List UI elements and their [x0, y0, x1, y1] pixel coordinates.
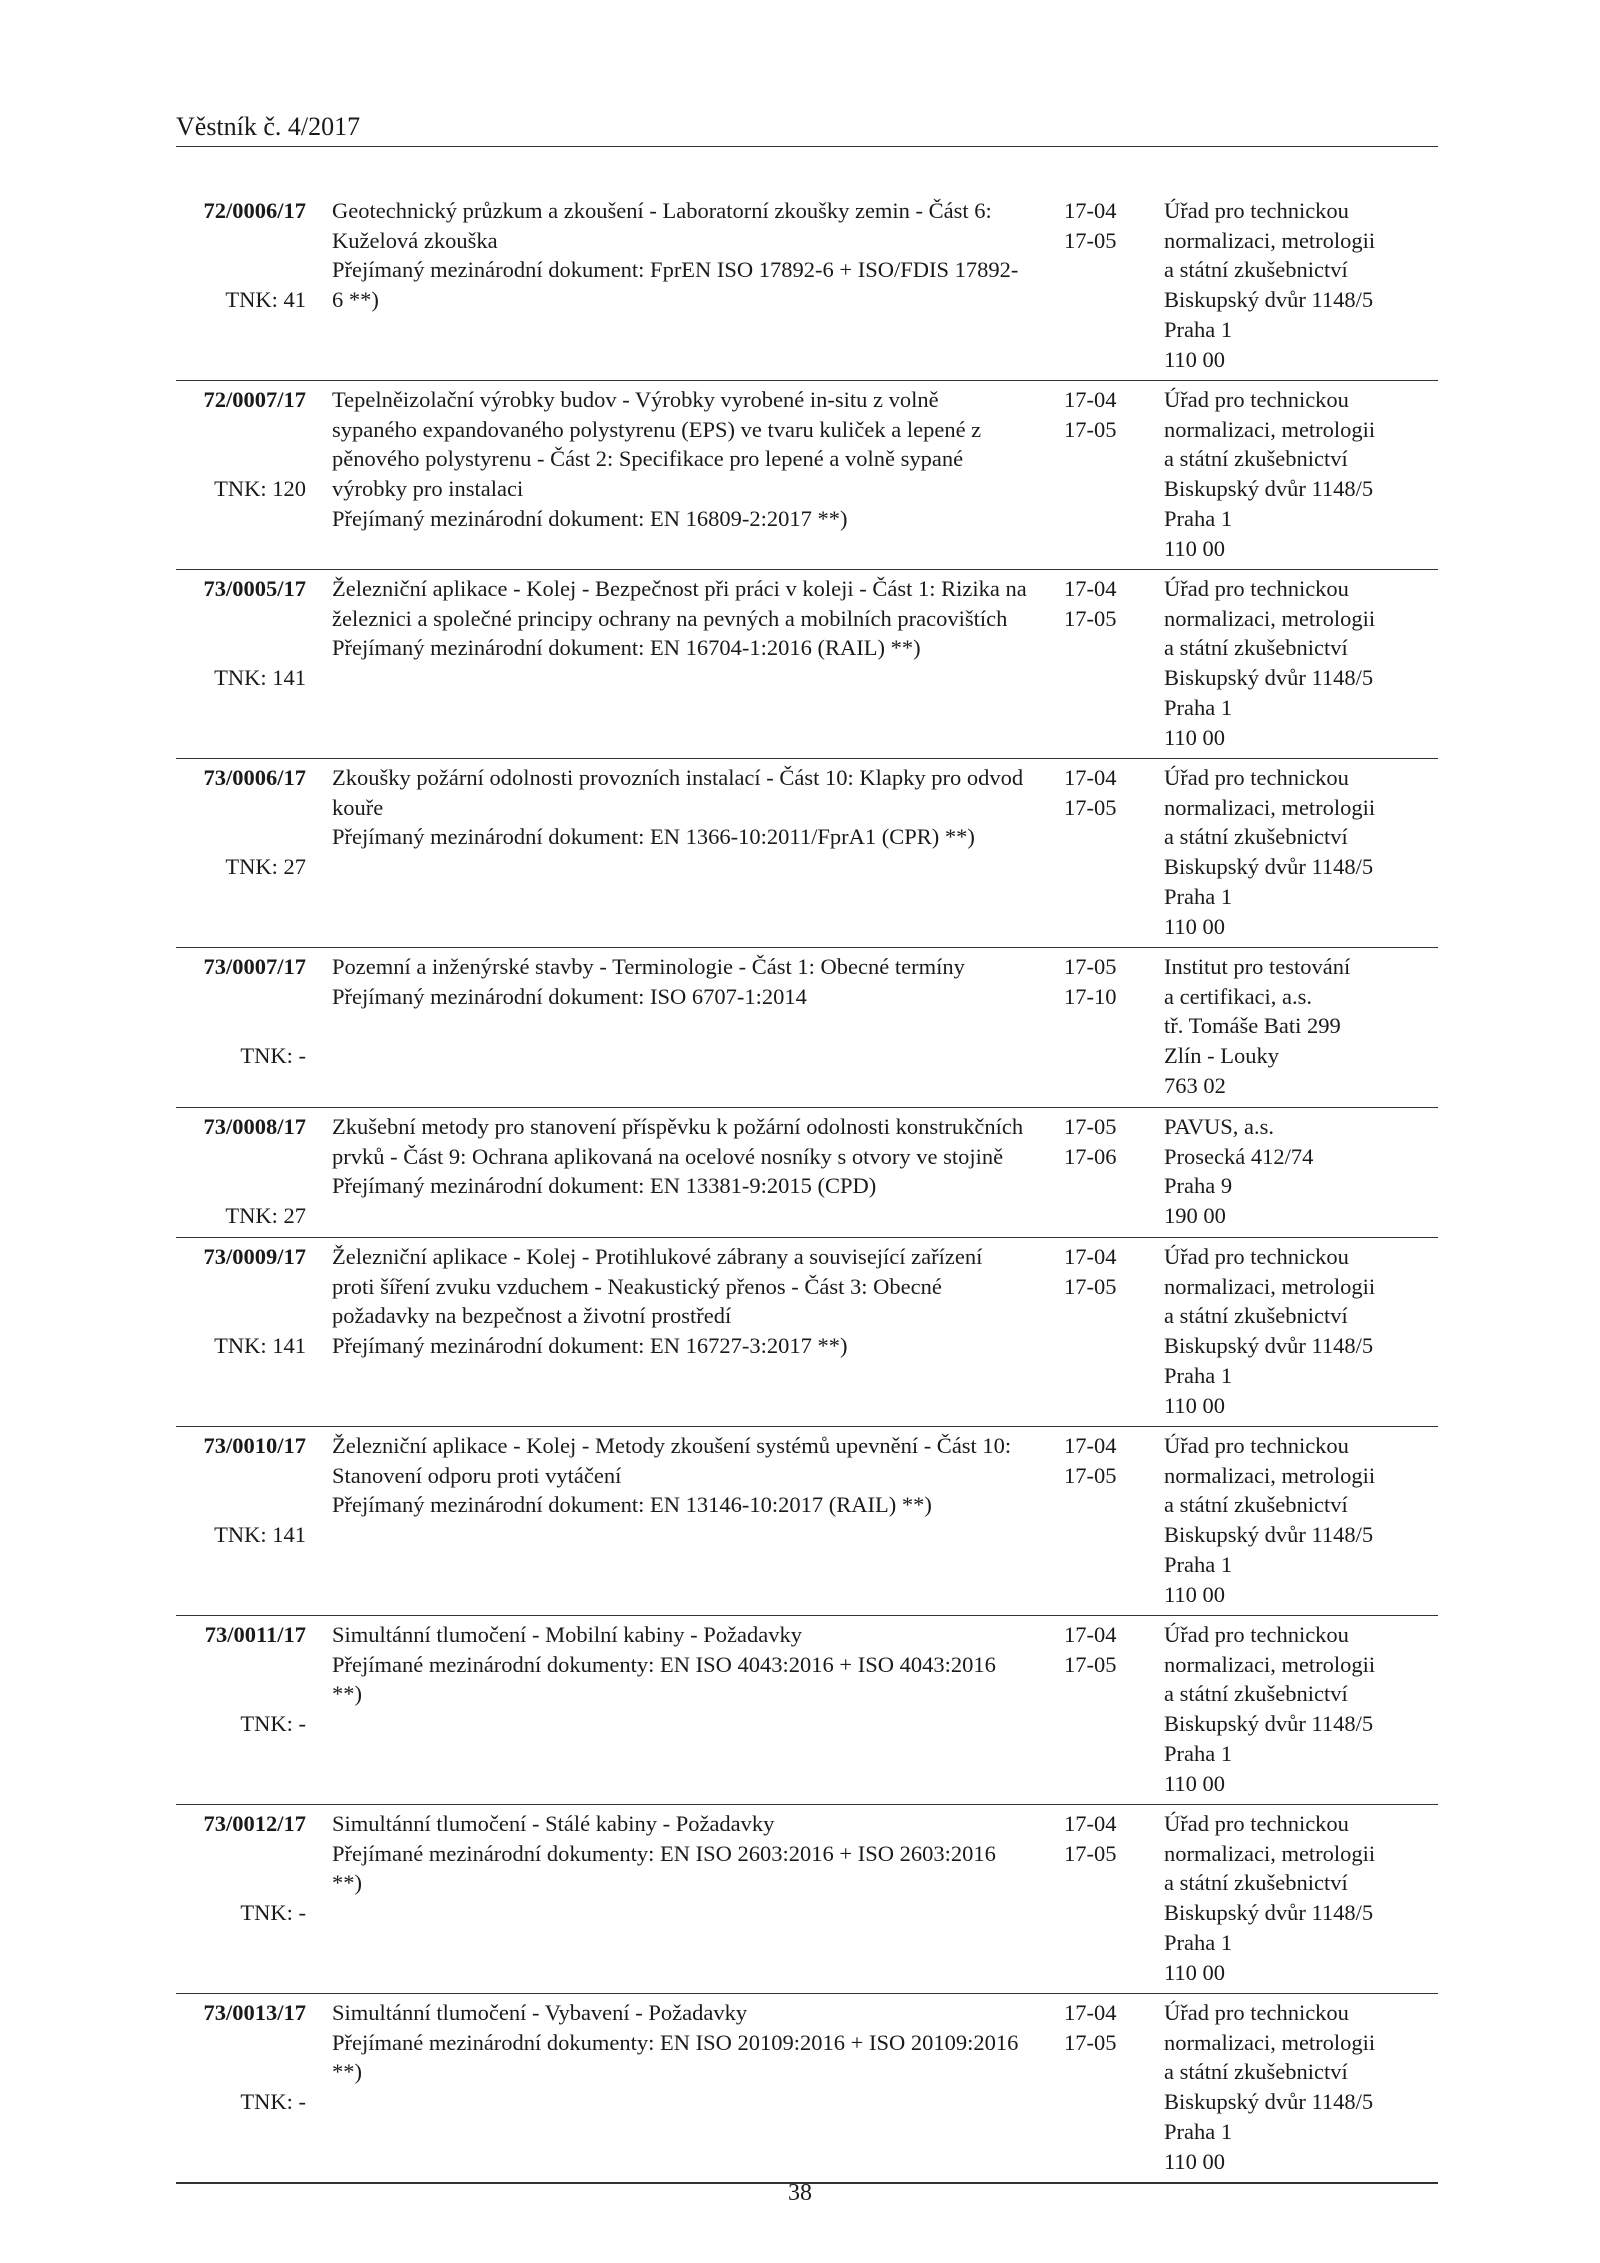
org-line: 110 00	[1164, 1959, 1226, 1985]
entry-date: 17-04	[1064, 198, 1117, 223]
entry-date: 17-04	[1064, 387, 1117, 412]
entry-dates	[1064, 574, 1144, 633]
entry-date: 17-05	[1064, 2029, 1117, 2055]
org-line: a státní zkušebnictví	[1164, 635, 1348, 661]
entry-number: 73/0011/17	[204, 1622, 306, 1647]
entry-number: 73/0013/17	[203, 2000, 306, 2025]
entry-organization	[1164, 1242, 1438, 1420]
entry-title: Geotechnický průzkum a zkoušení - Laboratorní zkoušky zemin - Část 6: Kuželová zkouška	[332, 198, 992, 253]
org-line: Praha 1	[1164, 1740, 1233, 1766]
entry-title: Zkušební metody pro stanovení příspěvku k požární odolnosti konstrukčních prvků - Část 9: Ochrana aplikovaná na ocelové nosníky s otvory ve stojině	[332, 1114, 1024, 1169]
entry-title: Tepelněizolační výrobky budov - Výrobky vyrobené in-situ z volně sypaného expandovaného polystyrenu (EPS) ve tvaru kuliček a lepené z pěnového polystyrenu - Část 2: Specifikace pro lepené a volně sypané výrobky pro instalaci	[332, 387, 982, 502]
org-line: Úřad pro technickou	[1164, 2000, 1349, 2025]
org-line: PAVUS, a.s.	[1164, 1114, 1275, 1139]
entry-date: 17-05	[1064, 1840, 1117, 1866]
entry-organization	[1164, 385, 1438, 563]
entry-organization	[1164, 1809, 1438, 1987]
org-line: a státní zkušebnictví	[1164, 1870, 1348, 1896]
org-line: Praha 1	[1164, 2118, 1233, 2144]
entry-date: 17-05	[1064, 227, 1117, 253]
org-line: Praha 1	[1164, 1929, 1233, 1955]
entry-tnk: TNK: 141	[214, 665, 306, 691]
entry-dates	[1064, 763, 1144, 822]
org-line: Biskupský dvůr 1148/5	[1164, 2089, 1374, 2115]
entry-reference-document: Přejímané mezinárodní dokumenty: EN ISO 20109:2016 + ISO 20109:2016 **)	[332, 2029, 1019, 2085]
entry-title: Simultánní tlumočení - Stálé kabiny - Požadavky	[332, 1811, 775, 1836]
entry-date: 17-06	[1064, 1143, 1117, 1169]
entry-tnk: TNK: 120	[214, 476, 306, 502]
org-line: normalizaci, metrologii	[1164, 1840, 1376, 1866]
entry-date: 17-05	[1064, 1462, 1117, 1488]
org-line: Praha 1	[1164, 505, 1233, 531]
standard-entry	[176, 1805, 1438, 1994]
entry-number: 73/0009/17	[203, 1244, 306, 1269]
entry-tnk: TNK: 141	[214, 1522, 306, 1548]
entry-tnk: TNK: 141	[214, 1333, 306, 1359]
org-line: Biskupský dvůr 1148/5	[1164, 665, 1374, 691]
entry-number: 73/0012/17	[203, 1811, 306, 1836]
entry-number: 73/0008/17	[203, 1114, 306, 1139]
entry-title-cell	[332, 574, 1027, 663]
entry-dates	[1064, 1809, 1144, 1868]
org-line: Úřad pro technickou	[1164, 1622, 1349, 1647]
entry-number: 73/0010/17	[203, 1433, 306, 1458]
entry-reference-document: Přejímaný mezinárodní dokument: EN 16704-1:2016 (RAIL) **)	[332, 635, 921, 661]
entry-title-cell	[332, 763, 1027, 852]
entry-tnk: TNK: -	[240, 1043, 306, 1069]
entry-number-cell	[176, 1998, 306, 2115]
entry-reference-document: Přejímaný mezinárodní dokument: EN 13381-9:2015 (CPD)	[332, 1173, 877, 1199]
org-line: a státní zkušebnictví	[1164, 446, 1348, 472]
org-line: Prosecká 412/74	[1164, 1143, 1314, 1169]
org-line: a státní zkušebnictví	[1164, 1681, 1348, 1707]
org-line: a certifikaci, a.s.	[1164, 983, 1313, 1009]
entry-number-cell	[176, 1809, 306, 1926]
entry-date: 17-04	[1064, 2000, 1117, 2025]
entry-number: 73/0007/17	[203, 954, 306, 979]
entry-title: Železniční aplikace - Kolej - Metody zkoušení systémů upevnění - Část 10: Stanovení odporu proti vytáčení	[332, 1433, 1012, 1488]
entry-date: 17-05	[1064, 1273, 1117, 1299]
org-line: Praha 1	[1164, 316, 1233, 342]
entry-date: 17-10	[1064, 983, 1117, 1009]
entry-date: 17-05	[1064, 605, 1117, 631]
standard-entry	[176, 381, 1438, 570]
entry-title-cell	[332, 1998, 1027, 2087]
org-line: 110 00	[1164, 1392, 1226, 1418]
entry-dates	[1064, 1998, 1144, 2057]
entry-reference-document: Přejímaný mezinárodní dokument: EN 16727-3:2017 **)	[332, 1333, 848, 1359]
standard-entry	[176, 948, 1438, 1108]
org-line: a státní zkušebnictví	[1164, 1492, 1348, 1518]
org-line: Úřad pro technickou	[1164, 387, 1349, 412]
org-line: a státní zkušebnictví	[1164, 824, 1348, 850]
org-line: 110 00	[1164, 1770, 1226, 1796]
org-line: normalizaci, metrologii	[1164, 416, 1376, 442]
entry-date: 17-04	[1064, 765, 1117, 790]
entry-reference-document: Přejímaný mezinárodní dokument: ISO 6707-1:2014	[332, 983, 807, 1009]
org-line: Zlín - Louky	[1164, 1043, 1279, 1069]
entry-dates	[1064, 1431, 1144, 1490]
entry-number: 72/0006/17	[203, 198, 306, 223]
entry-reference-document: Přejímaný mezinárodní dokument: EN 1366-10:2011/FprA1 (CPR) **)	[332, 824, 975, 850]
entry-date: 17-04	[1064, 576, 1117, 601]
org-line: Praha 1	[1164, 694, 1233, 720]
org-line: Úřad pro technickou	[1164, 1433, 1349, 1458]
org-line: Úřad pro technickou	[1164, 198, 1349, 223]
entry-tnk: TNK: 41	[225, 287, 306, 313]
entry-organization	[1164, 952, 1438, 1101]
entry-reference-document: Přejímaný mezinárodní dokument: EN 13146-10:2017 (RAIL) **)	[332, 1492, 932, 1518]
entry-title-cell	[332, 1620, 1027, 1709]
entry-reference-document: Přejímaný mezinárodní dokument: EN 16809-2:2017 **)	[332, 505, 848, 531]
header-divider	[176, 146, 1438, 147]
org-line: a státní zkušebnictví	[1164, 1303, 1348, 1329]
entry-title: Pozemní a inženýrské stavby - Terminologie - Část 1: Obecné termíny	[332, 954, 965, 979]
org-line: Biskupský dvůr 1148/5	[1164, 1333, 1374, 1359]
org-line: Praha 1	[1164, 883, 1233, 909]
entry-tnk: TNK: -	[240, 1711, 306, 1737]
org-line: Praha 9	[1164, 1173, 1233, 1199]
entry-reference-document: Přejímané mezinárodní dokumenty: EN ISO 4043:2016 + ISO 4043:2016 **)	[332, 1651, 996, 1707]
entry-date: 17-04	[1064, 1433, 1117, 1458]
standard-entry	[176, 1427, 1438, 1616]
org-line: 110 00	[1164, 535, 1226, 561]
org-line: Biskupský dvůr 1148/5	[1164, 476, 1374, 502]
standard-entry	[176, 570, 1438, 759]
org-line: 110 00	[1164, 346, 1226, 372]
entry-reference-document: Přejímaný mezinárodní dokument: FprEN ISO 17892-6 + ISO/FDIS 17892-6 **)	[332, 257, 1019, 313]
page-header-title: Věstník č. 4/2017	[176, 112, 361, 141]
org-line: Biskupský dvůr 1148/5	[1164, 854, 1374, 880]
entry-title-cell	[332, 385, 1027, 534]
entry-reference-document: Přejímané mezinárodní dokumenty: EN ISO 2603:2016 + ISO 2603:2016 **)	[332, 1840, 996, 1896]
entry-organization	[1164, 1998, 1438, 2176]
entry-number-cell	[176, 1620, 306, 1737]
org-line: a státní zkušebnictví	[1164, 2059, 1348, 2085]
entry-number-cell	[176, 1431, 306, 1548]
entry-title-cell	[332, 1242, 1027, 1361]
org-line: a státní zkušebnictví	[1164, 257, 1348, 283]
entry-date: 17-05	[1064, 794, 1117, 820]
org-line: Úřad pro technickou	[1164, 1244, 1349, 1269]
entry-title-cell	[332, 1809, 1027, 1898]
entry-title-cell	[332, 1112, 1027, 1201]
org-line: Biskupský dvůr 1148/5	[1164, 1522, 1374, 1548]
standard-entry	[176, 1238, 1438, 1427]
org-line: Biskupský dvůr 1148/5	[1164, 1711, 1374, 1737]
org-line: normalizaci, metrologii	[1164, 1462, 1376, 1488]
org-line: Praha 1	[1164, 1551, 1233, 1577]
entry-title-cell	[332, 952, 1027, 1011]
org-line: normalizaci, metrologii	[1164, 605, 1376, 631]
entry-title: Železniční aplikace - Kolej - Protihlukové zábrany a související zařízení proti šíření zvuku vzduchem - Neakustický přenos - Část 3: Obecné požadavky na bezpečnost a životní prostředí	[332, 1244, 983, 1329]
page-number: 38	[788, 2180, 812, 2206]
entry-number-cell	[176, 574, 306, 691]
entry-dates	[1064, 952, 1144, 1011]
entry-date: 17-04	[1064, 1811, 1117, 1836]
org-line: Úřad pro technickou	[1164, 765, 1349, 790]
entry-tnk: TNK: -	[240, 2089, 306, 2115]
org-line: normalizaci, metrologii	[1164, 227, 1376, 253]
entry-title: Železniční aplikace - Kolej - Bezpečnost při práci v koleji - Část 1: Rizika na železnici a společné principy ochrany na pevných a mobilních pracovištích	[332, 576, 1027, 631]
entry-organization	[1164, 1431, 1438, 1609]
entry-dates	[1064, 1112, 1144, 1171]
entry-number: 72/0007/17	[203, 387, 306, 412]
standard-entry	[176, 759, 1438, 948]
entry-organization	[1164, 1112, 1438, 1231]
standard-entry	[176, 192, 1438, 381]
entry-number: 73/0005/17	[203, 576, 306, 601]
org-line: Úřad pro technickou	[1164, 1811, 1349, 1836]
entry-title: Simultánní tlumočení - Vybavení - Požadavky	[332, 2000, 748, 2025]
org-line: Institut pro testování	[1164, 954, 1351, 979]
org-line: 110 00	[1164, 724, 1226, 750]
org-line: normalizaci, metrologii	[1164, 1651, 1376, 1677]
entry-number-cell	[176, 196, 306, 313]
entry-dates	[1064, 1242, 1144, 1301]
entry-date: 17-04	[1064, 1622, 1117, 1647]
entry-number-cell	[176, 1242, 306, 1359]
entry-number-cell	[176, 952, 306, 1069]
org-line: Úřad pro technickou	[1164, 576, 1349, 601]
org-line: normalizaci, metrologii	[1164, 794, 1376, 820]
entry-organization	[1164, 196, 1438, 374]
org-line: Praha 1	[1164, 1362, 1233, 1388]
org-line: Biskupský dvůr 1148/5	[1164, 287, 1374, 313]
entry-tnk: TNK: -	[240, 1900, 306, 1926]
org-line: normalizaci, metrologii	[1164, 1273, 1376, 1299]
entry-date: 17-05	[1064, 1114, 1117, 1139]
entry-organization	[1164, 763, 1438, 941]
entry-tnk: TNK: 27	[225, 1203, 306, 1229]
entry-title: Simultánní tlumočení - Mobilní kabiny - Požadavky	[332, 1622, 802, 1647]
entry-title: Zkoušky požární odolnosti provozních instalací - Část 10: Klapky pro odvod kouře	[332, 765, 1024, 820]
standard-entry	[176, 1616, 1438, 1805]
entry-number: 73/0006/17	[203, 765, 306, 790]
org-line: 190 00	[1164, 1203, 1226, 1229]
org-line: tř. Tomáše Bati 299	[1164, 1013, 1341, 1039]
entry-number-cell	[176, 385, 306, 502]
org-line: 110 00	[1164, 2148, 1226, 2174]
entry-title-cell	[332, 1431, 1027, 1520]
org-line: Biskupský dvůr 1148/5	[1164, 1900, 1374, 1926]
entry-date: 17-05	[1064, 954, 1117, 979]
standard-entry	[176, 1994, 1438, 2184]
entry-organization	[1164, 574, 1438, 752]
entry-number-cell	[176, 1112, 306, 1229]
entry-dates	[1064, 196, 1144, 255]
entry-number-cell	[176, 763, 306, 880]
entry-date: 17-05	[1064, 416, 1117, 442]
org-line: 110 00	[1164, 1581, 1226, 1607]
org-line: normalizaci, metrologii	[1164, 2029, 1376, 2055]
entry-organization	[1164, 1620, 1438, 1798]
entry-tnk: TNK: 27	[225, 854, 306, 880]
org-line: 110 00	[1164, 913, 1226, 939]
standard-entry	[176, 1108, 1438, 1238]
standards-list	[176, 192, 1438, 2184]
entry-date: 17-04	[1064, 1244, 1117, 1269]
entry-date: 17-05	[1064, 1651, 1117, 1677]
org-line: 763 02	[1164, 1072, 1226, 1098]
entry-title-cell	[332, 196, 1027, 315]
entry-dates	[1064, 385, 1144, 444]
entry-dates	[1064, 1620, 1144, 1679]
